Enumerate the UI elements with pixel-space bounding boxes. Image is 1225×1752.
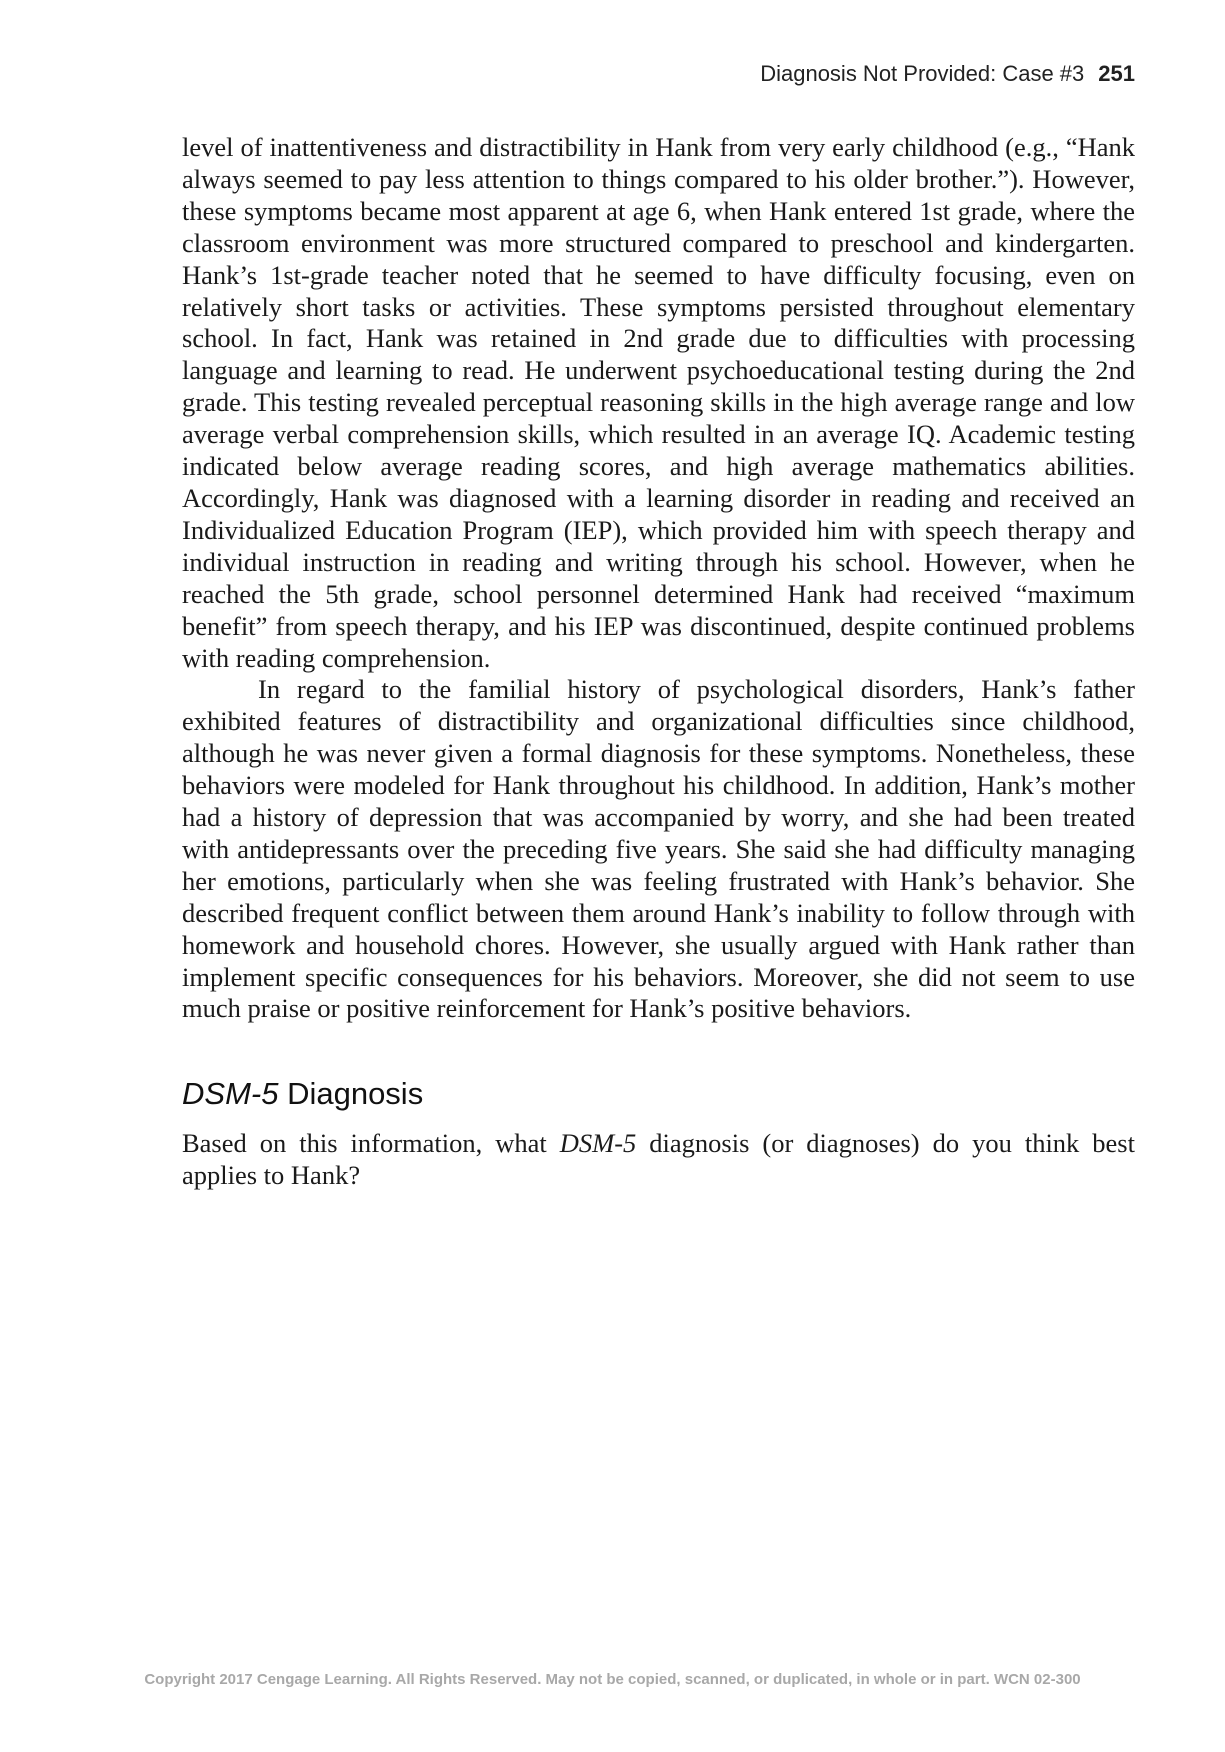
copyright-footer: Copyright 2017 Cengage Learning. All Rights Reserved. May not be copied, scanned, or duplicated, in whole or in part. WCN 02-300	[144, 1671, 1081, 1688]
body-paragraph-2: In regard to the familial history of psychological disorders, Hank’s father exhibited features of distractibility and organizational difficulties since childhood, although he was never given a formal diagnosis for these symptoms. Nonetheless, these behaviors were modeled for Hank throughout his childhood. In addition, Hank’s mother had a history of depression that was accompanied by worry, and she had been treated with antidepressants over the preceding five years. She said she had difficulty managing her emotions, particularly when she was feeling frustrated with Hank’s behavior. She described frequent conflict between them around Hank’s inability to follow through with homework and household chores. However, she usually argued with Hank rather than implement specific consequences for his behaviors. Moreover, she did not seem to use much praise or positive reinforcement for Hank’s positive behaviors.	[182, 674, 1135, 1024]
running-title: Diagnosis Not Provided: Case #3	[760, 61, 1085, 86]
page-body	[182, 132, 1135, 1192]
question-text-end: diagnosis (or diagnoses) do you think best applies to Hank?	[182, 1128, 1135, 1191]
section-heading-dsm: DSM-5	[182, 1076, 279, 1112]
question-paragraph	[182, 1128, 1135, 1192]
running-header	[760, 60, 1135, 88]
page-number: 251	[1098, 61, 1135, 86]
body-paragraph-1: level of inattentiveness and distractibility in Hank from very early childhood (e.g., “Hank always seemed to pay less attention to things compared to his older brother.”). However, these symptoms became most apparent at age 6, when Hank entered 1st grade, where the classroom environment was more structured compared to preschool and kindergarten. Hank’s 1st-grade teacher noted that he seemed to have difficulty focusing, even on relatively short tasks or activities. These symptoms persisted throughout elementary school. In fact, Hank was retained in 2nd grade due to difficulties with processing language and learning to read. He underwent psychoeducational testing during the 2nd grade. This testing revealed perceptual reasoning skills in the high average range and low average verbal comprehension skills, which resulted in an average IQ. Academic testing indicated below average reading scores, and high average mathematics abilities. Accordingly, Hank was diagnosed with a learning disorder in reading and received an Individualized Education Program (IEP), which provided him with speech therapy and individual instruction in reading and writing through his school. However, when he reached the 5th grade, school personnel determined Hank had received “maximum benefit” from speech therapy, and his IEP was discontinued, despite continued problems with reading comprehension.	[182, 132, 1135, 673]
section-heading-text: Diagnosis	[278, 1076, 424, 1112]
section-heading	[182, 1075, 1135, 1113]
question-dsm: DSM-5	[559, 1128, 637, 1159]
question-text-start: Based on this information, what	[182, 1128, 560, 1159]
